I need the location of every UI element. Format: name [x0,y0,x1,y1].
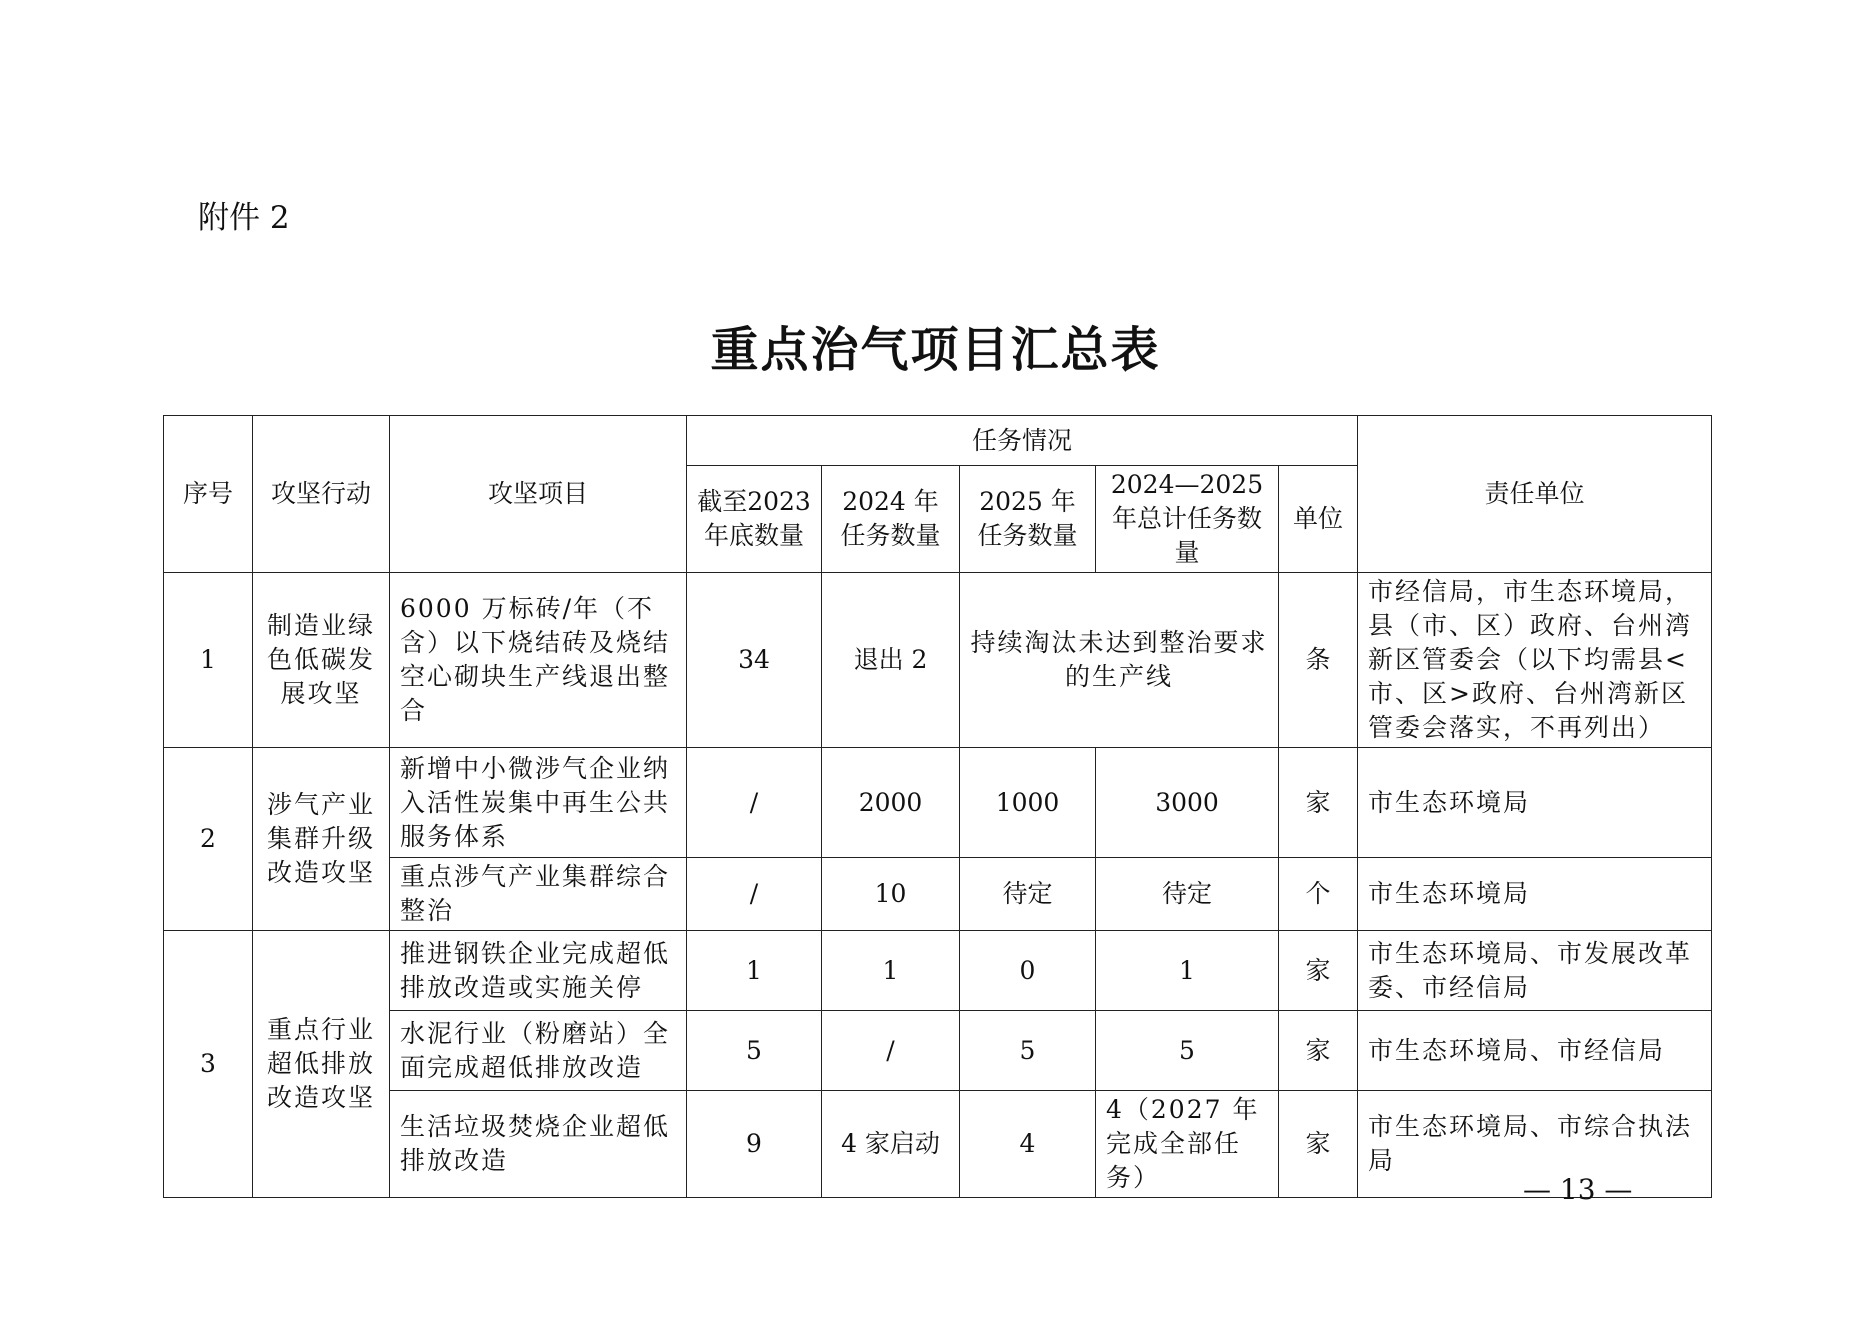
row-total: 待定 [1096,858,1279,931]
header-task-2025: 2025 年任务数量 [960,466,1096,573]
header-responsible: 责任单位 [1358,416,1712,573]
row-project: 6000 万标砖/年（不含）以下烧结砖及烧结空心砌块生产线退出整合 [390,573,687,748]
header-project: 攻坚项目 [390,416,687,573]
table-row [164,931,1712,1011]
table-row [164,858,1712,931]
page-number: — 13 — [1523,1173,1633,1206]
row-seq: 1 [164,573,253,748]
row-unit: 条 [1279,573,1358,748]
table-row [164,748,1712,858]
row-action: 重点行业超低排放改造攻坚 [253,931,390,1198]
row-task-2025-total-merged: 持续淘汰未达到整治要求的生产线 [960,573,1279,748]
row-task-2024: 4 家启动 [822,1091,960,1198]
row-project: 重点涉气产业集群综合整治 [390,858,687,931]
table-row [164,1011,1712,1091]
row-responsible: 市生态环境局、市经信局 [1358,1011,1712,1091]
row-task-2024: 10 [822,858,960,931]
row-action: 涉气产业集群升级改造攻坚 [253,748,390,931]
row-responsible: 市生态环境局、市发展改革委、市经信局 [1358,931,1712,1011]
row-project: 水泥行业（粉磨站）全面完成超低排放改造 [390,1011,687,1091]
header-seq: 序号 [164,416,253,573]
row-count-2023: / [687,748,822,858]
row-project: 新增中小微涉气企业纳入活性炭集中再生公共服务体系 [390,748,687,858]
summary-table [163,415,1712,1198]
row-task-2024: 1 [822,931,960,1011]
row-task-2025: 待定 [960,858,1096,931]
row-responsible: 市生态环境局 [1358,858,1712,931]
table-row [164,573,1712,748]
row-unit: 个 [1279,858,1358,931]
row-unit: 家 [1279,931,1358,1011]
row-responsible: 市生态环境局 [1358,748,1712,858]
header-unit: 单位 [1279,466,1358,573]
page-title: 重点治气项目汇总表 [710,322,1161,378]
row-unit: 家 [1279,1091,1358,1198]
row-unit: 家 [1279,1011,1358,1091]
row-count-2023: 34 [687,573,822,748]
row-unit: 家 [1279,748,1358,858]
row-count-2023: 9 [687,1091,822,1198]
header-total: 2024—2025年总计任务数量 [1096,466,1279,573]
row-responsible: 市经信局，市生态环境局，县（市、区）政府、台州湾新区管委会（以下均需县<市、区>政府、台州湾新区管委会落实，不再列出） [1358,573,1712,748]
row-total: 4（2027 年完成全部任务） [1096,1091,1279,1198]
row-count-2023: 5 [687,1011,822,1091]
row-task-2025: 5 [960,1011,1096,1091]
header-task-group: 任务情况 [687,416,1358,466]
row-action: 制造业绿色低碳发展攻坚 [253,573,390,748]
row-responsible: 市生态环境局、市综合执法局 [1358,1091,1712,1198]
row-seq: 3 [164,931,253,1198]
header-action: 攻坚行动 [253,416,390,573]
row-task-2025: 4 [960,1091,1096,1198]
row-task-2024: 退出 2 [822,573,960,748]
table-row [164,1091,1712,1198]
row-total: 3000 [1096,748,1279,858]
row-project: 生活垃圾焚烧企业超低排放改造 [390,1091,687,1198]
row-seq: 2 [164,748,253,931]
row-count-2023: / [687,858,822,931]
row-total: 5 [1096,1011,1279,1091]
row-count-2023: 1 [687,931,822,1011]
row-task-2024: 2000 [822,748,960,858]
row-task-2025: 1000 [960,748,1096,858]
header-task-2024: 2024 年任务数量 [822,466,960,573]
header-count-2023: 截至2023年底数量 [687,466,822,573]
row-task-2024: / [822,1011,960,1091]
attachment-label: 附件 2 [198,200,290,236]
row-task-2025: 0 [960,931,1096,1011]
row-total: 1 [1096,931,1279,1011]
row-project: 推进钢铁企业完成超低排放改造或实施关停 [390,931,687,1011]
